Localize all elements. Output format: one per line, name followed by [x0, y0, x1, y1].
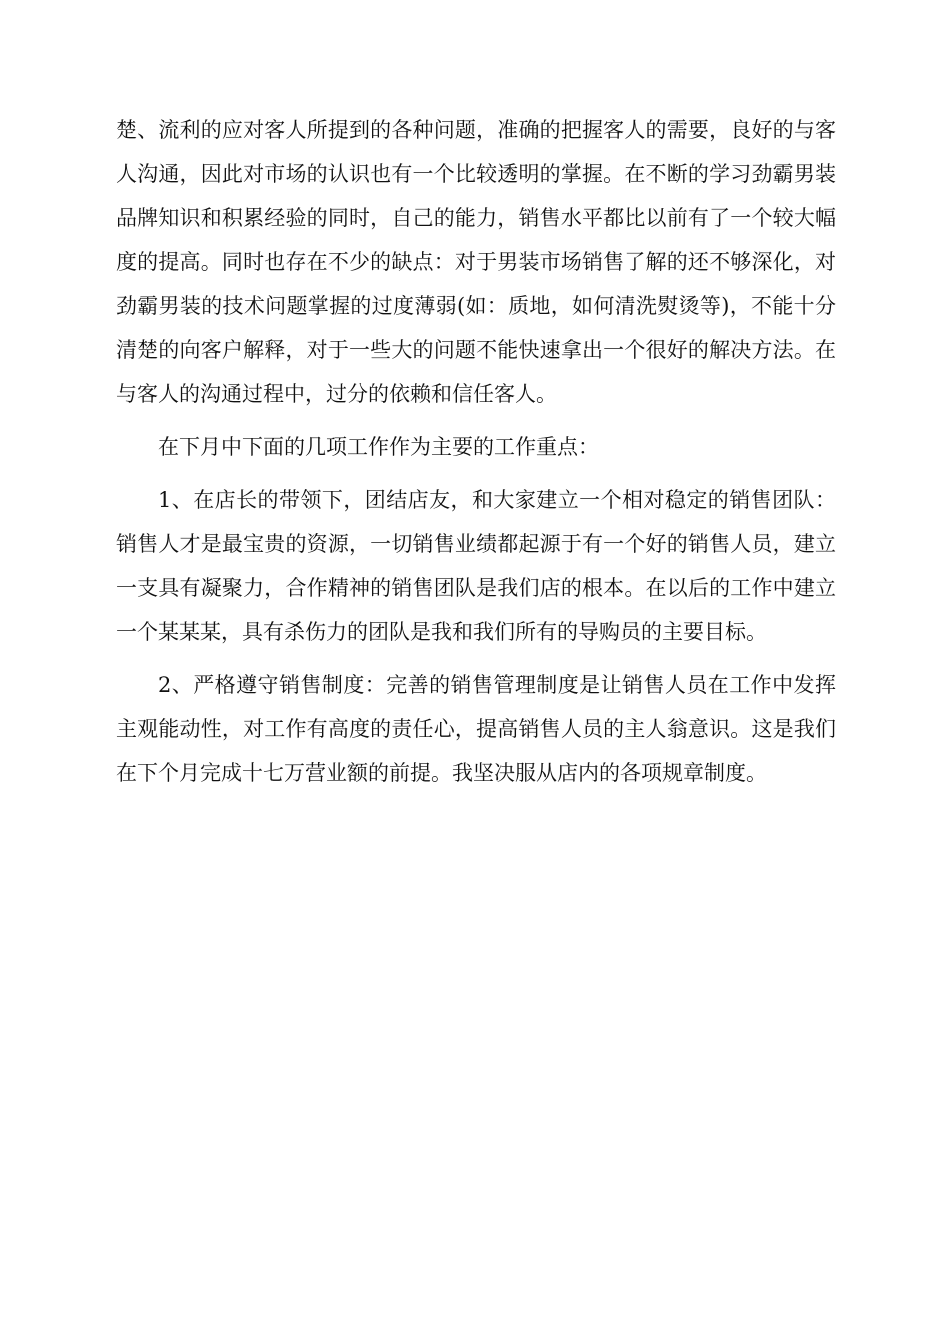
- paragraph-work-focus-intro: 在下月中下面的几项工作作为主要的工作重点：: [158, 435, 599, 459]
- paragraph-continuation: 楚、流利的应对客人所提到的各种问题，准确的把握客人的需要，良好的与客人沟通，因此对市场的认识也有一个比较透明的掌握。在不断的学习劲霸男装品牌知识和积累经验的同时，自己的能力，销售水平都比以前有了一个较大幅度的提高。同时也存在不少的缺点：对于男装市场销售了解的还不够深化，对劲霸男装的技术问题掌握的过度薄弱(如：质地，如何清洗熨烫等)，不能十分清楚的向客户解释，对于一些大的问题不能快速拿出一个很好的解决方法。在与客人的沟通过程中，过分的依赖和信任客人。: [116, 118, 836, 406]
- paragraph-item-1-team: 1、在店长的带领下，团结店友，和大家建立一个相对稳定的销售团队：销售人才是最宝贵的资源，一切销售业绩都起源于有一个好的销售人员，建立一支具有凝聚力，合作精神的销售团队是我们店的根本。在以后的工作中建立一个某某某，具有杀伤力的团队是我和我们所有的导购员的主要目标。: [116, 488, 836, 644]
- document-body: [116, 108, 836, 795]
- paragraph-item-2-rules: 2、严格遵守销售制度：完善的销售管理制度是让销售人员在工作中发挥主观能动性，对工作有高度的责任心，提高销售人员的主人翁意识。这是我们在下个月完成十七万营业额的前提。我坚决服从店内的各项规章制度。: [116, 673, 836, 785]
